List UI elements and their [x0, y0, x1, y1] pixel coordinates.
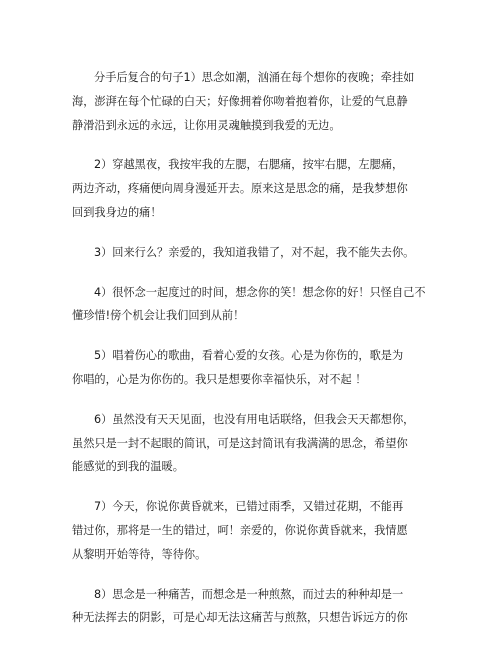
- text-line: 8）思念是一种痛苦，而想念是一种煎熬，而过去的种种却是一: [94, 587, 404, 601]
- paragraph-6: [72, 408, 415, 479]
- text-line: 2）穿越黑夜，我按牢我的左腮，右腮痛，按牢右腮，左腮痛，: [94, 158, 404, 172]
- text-line: 你唱的，心是为你伤的。我只是想要你幸福快乐，对不起 ！: [72, 372, 367, 386]
- text-line: 5）唱着伤心的歌曲，看着心爱的女孩。心是为你伤的，歌是为: [94, 349, 404, 363]
- text-line: 海，澎湃在每个忙碌的白天；好像拥着你吻着抱着你，让爱的气息静: [72, 94, 408, 108]
- text-line: 两边齐动，疼痛便向周身漫延开去。原来这是思念的痛，是我梦想你: [72, 182, 408, 196]
- paragraph-3: [72, 241, 415, 265]
- text-line: 虽然只是一封不起眼的简讯，可是这封简讯有我满满的思念，希望你: [72, 436, 408, 450]
- paragraph-8: [72, 583, 412, 631]
- text-line: 分手后复合的句子1）思念如潮，汹涌在每个想你的夜晚；牵挂如: [94, 71, 415, 84]
- text-line: 种无法挥去的阴影，可是心却无法这痛苦与煎熬，只想告诉远方的你: [72, 611, 408, 625]
- paragraph-4: [72, 281, 426, 329]
- article-body: [72, 66, 426, 646]
- paragraph-2: [72, 153, 412, 224]
- text-line: 4）很怀念一起度过的时间，想念你的笑！想念你的好！只怪自己不: [94, 285, 426, 299]
- text-line: 6）虽然没有天天见面，也没有用电话联络，但我会天天都想你，: [94, 412, 415, 426]
- text-line: 从黎明开始等待，等待你。: [72, 547, 207, 561]
- text-line: 懂珍惜!傍个机会让我们回到从前！: [72, 309, 245, 323]
- paragraph-5: [72, 344, 412, 392]
- paragraph-1: [72, 66, 415, 137]
- text-line: 静滑沿到永远的永远，让你用灵魂触摸到我爱的无边。: [72, 118, 341, 132]
- paragraph-7: [72, 495, 412, 566]
- text-line: 回到我身边的痛！: [72, 205, 162, 219]
- text-line: 错过你，那将是一生的错过，呵！亲爱的，你说你黄昏就来，我情愿: [72, 523, 408, 537]
- text-line: 7）今天，你说你黄昏就来，已错过雨季，又错过花期，不能再: [94, 500, 404, 514]
- text-line: 3）回来行么？亲爱的，我知道我错了，对不起，我不能失去你。: [94, 245, 415, 259]
- text-line: 能感觉的到我的温暖。: [72, 460, 184, 474]
